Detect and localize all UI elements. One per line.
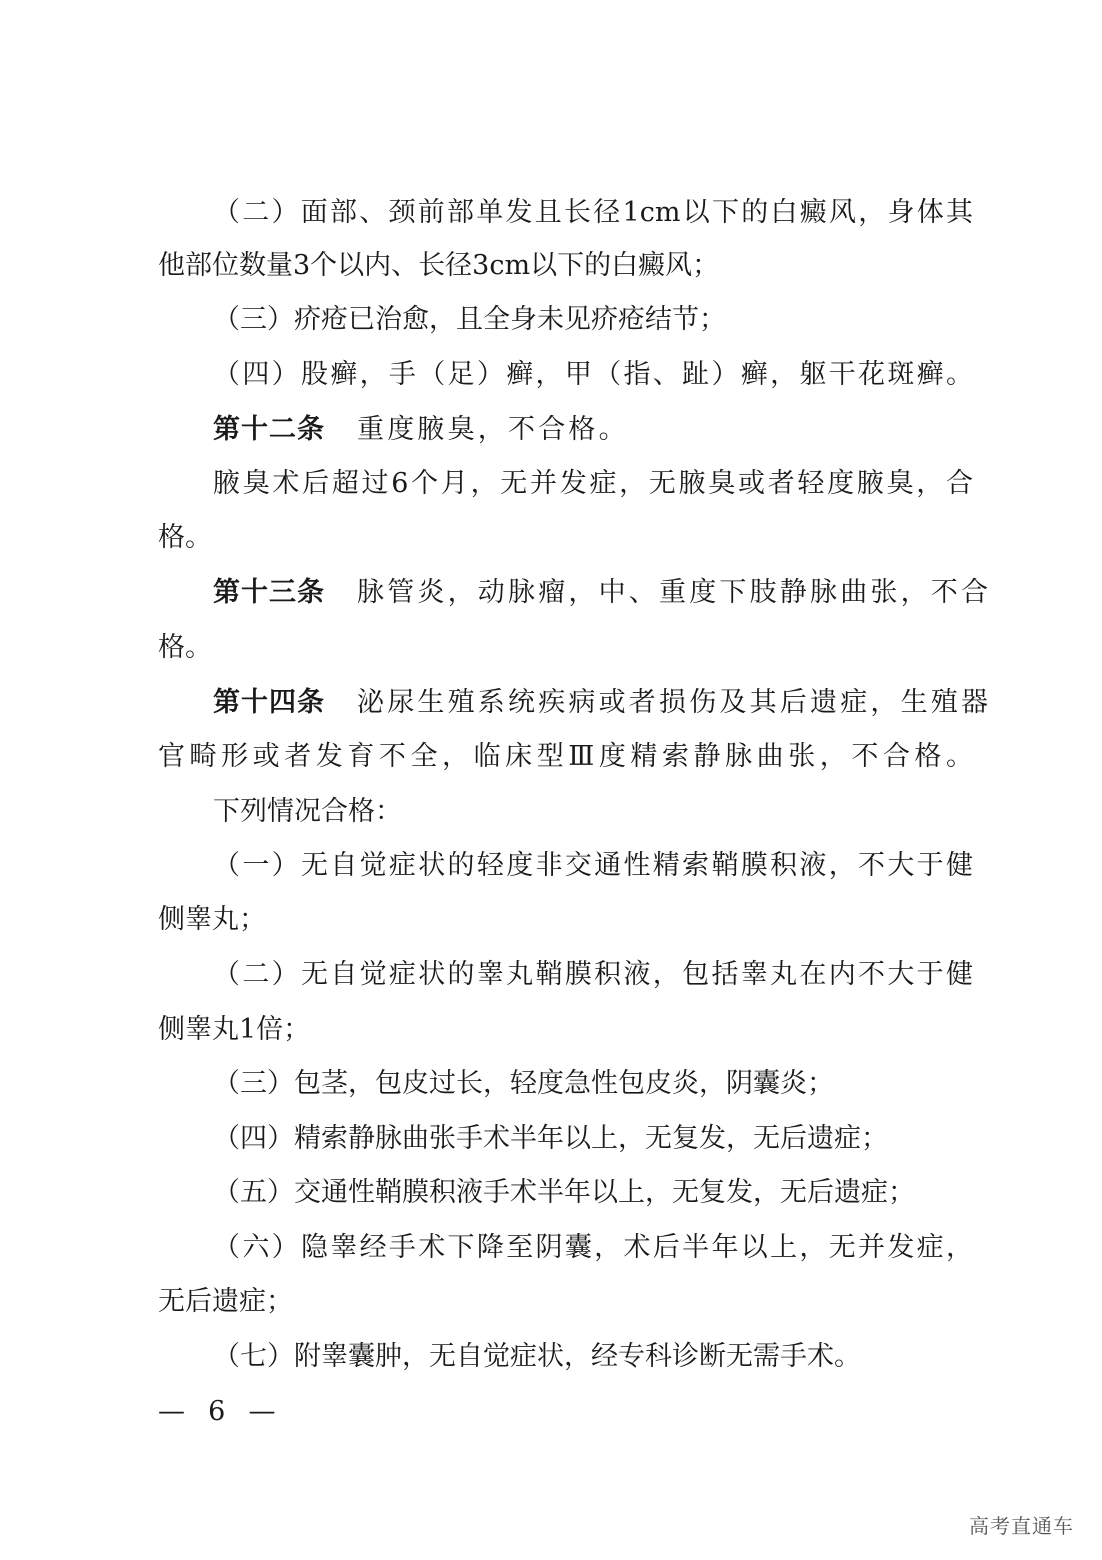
- paragraph-line: （七）附睾囊肿，无自觉症状，经专科诊断无需手术。: [213, 1341, 861, 1372]
- paragraph-line: （四）股癣，手（足）癣，甲（指、趾）癣，躯干花斑癣。: [213, 359, 973, 390]
- paragraph-line: （五）交通性鞘膜积液手术半年以上，无复发，无后遗症；: [213, 1177, 915, 1208]
- paragraph-line: （六）隐睾经手术下降至阴囊，术后半年以上，无并发症，: [213, 1232, 973, 1263]
- paragraph-line: （二）无自觉症状的睾丸鞘膜积液，包括睾丸在内不大于健: [213, 959, 973, 990]
- article-13: [213, 573, 992, 613]
- paragraph-line: 侧睾丸；: [158, 904, 266, 935]
- page-number: — 6 —: [158, 1396, 278, 1427]
- paragraph-line: （三）疥疮已治愈，且全身未见疥疮结节；: [213, 304, 726, 335]
- paragraph-line: （三）包茎，包皮过长，轻度急性包皮炎，阴囊炎；: [213, 1068, 834, 1099]
- article-14: [213, 683, 992, 723]
- article-label: 第十四条: [213, 687, 325, 718]
- paragraph-line: （四）精索静脉曲张手术半年以上，无复发，无后遗症；: [213, 1123, 888, 1154]
- paragraph-line: 腋臭术后超过6个月，无并发症，无腋臭或者轻度腋臭，合: [213, 468, 973, 499]
- article-text: 脉管炎，动脉瘤，中、重度下肢静脉曲张，不合: [357, 577, 992, 608]
- paragraph-line: 格。: [158, 522, 212, 553]
- article-12: [213, 410, 973, 450]
- paragraph-line: 下列情况合格：: [213, 796, 402, 827]
- paragraph-line: 无后遗症；: [158, 1286, 293, 1317]
- paragraph-line: （二）面部、颈前部单发且长径1cm以下的白癜风，身体其: [213, 197, 973, 228]
- article-label: 第十三条: [213, 577, 325, 608]
- paragraph-line: 他部位数量3个以内、长径3cm以下的白癜风；: [158, 250, 720, 281]
- article-label: 第十二条: [213, 414, 325, 445]
- watermark: 高考直通车: [969, 1514, 1074, 1538]
- paragraph-line: 官畸形或者发育不全，临床型Ⅲ度精索静脉曲张，不合格。: [158, 741, 973, 772]
- article-text: 泌尿生殖系统疾病或者损伤及其后遗症，生殖器: [357, 687, 992, 718]
- article-text: 重度腋臭，不合格。: [357, 414, 629, 445]
- paragraph-line: 格。: [158, 632, 212, 663]
- paragraph-line: 侧睾丸1倍；: [158, 1014, 311, 1045]
- paragraph-line: （一）无自觉症状的轻度非交通性精索鞘膜积液，不大于健: [213, 850, 973, 881]
